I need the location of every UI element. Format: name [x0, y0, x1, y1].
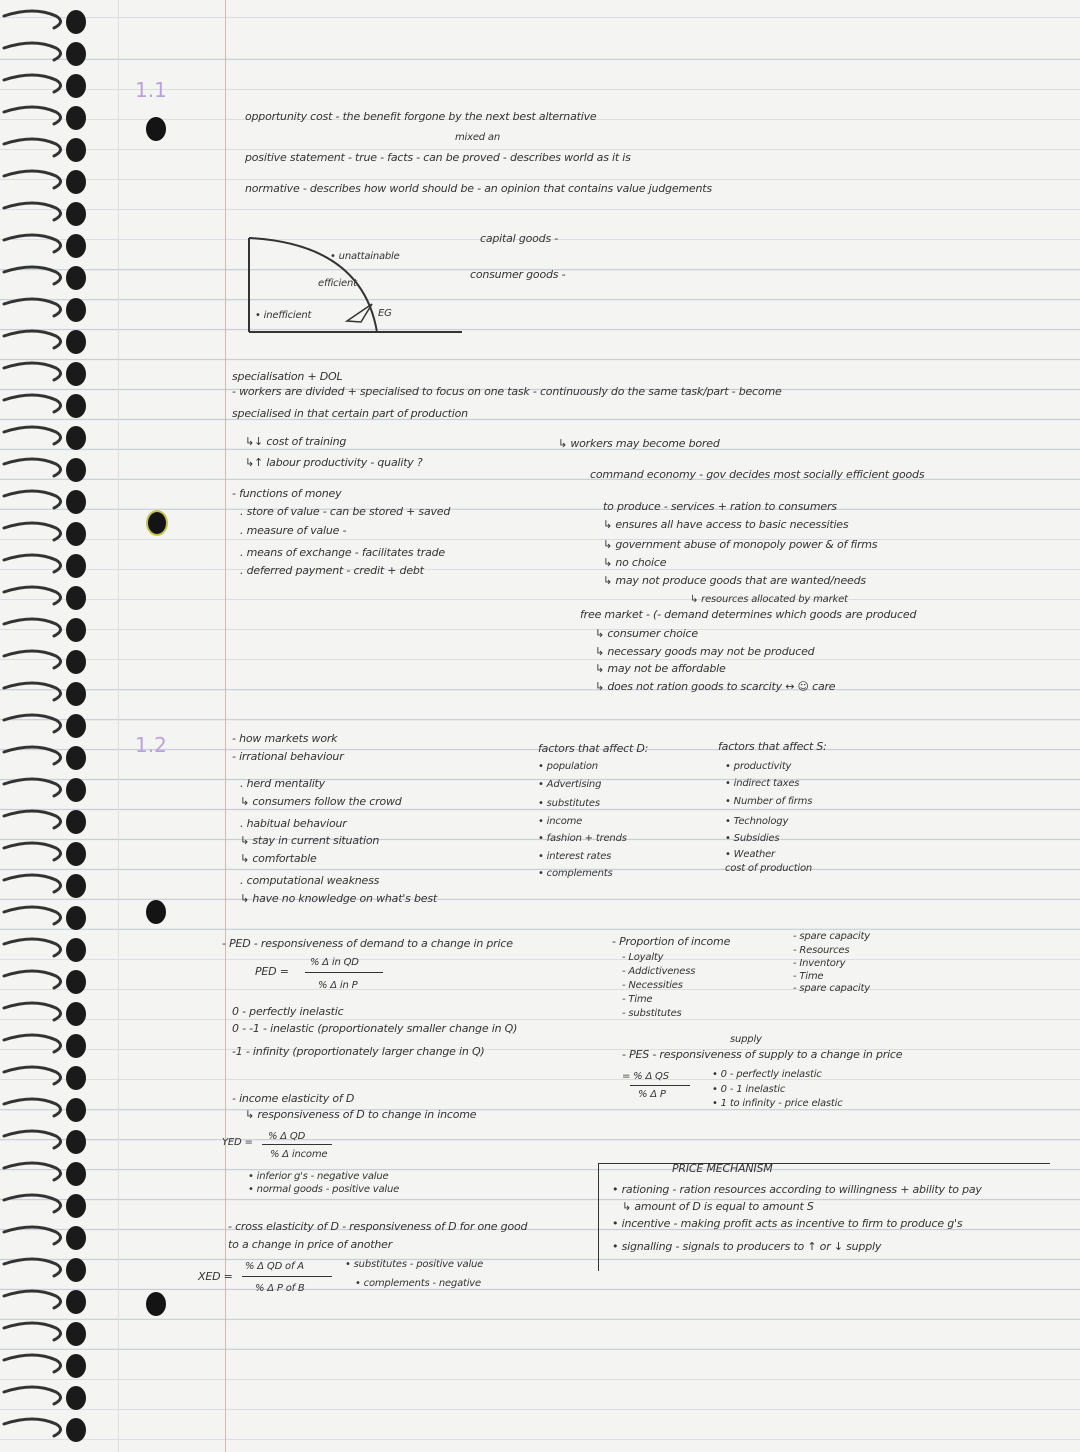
pes-factor-item: - Inventory: [793, 958, 846, 969]
note-ped-0-1: 0 - -1 - inelastic (proportionately smaller change in Q): [232, 1022, 518, 1035]
factor-s-item: • Number of firms: [725, 796, 813, 807]
factor-d-item: • population: [538, 761, 598, 772]
note-command-3: ↳ ensures all have access to basic necessities: [603, 518, 849, 531]
note-consumer-goods: consumer goods -: [470, 268, 566, 281]
section-number-1-2: 1.2: [135, 733, 167, 757]
note-price-4: • signalling - signals to producers to ↑ or ↓ supply: [612, 1240, 882, 1253]
ped-formula-denominator: % Δ in P: [318, 980, 358, 991]
pes-factor-item: - Time: [793, 971, 824, 982]
note-price-2: ↳ amount of D is equal to amount S: [622, 1200, 814, 1213]
note-money-3: . means of exchange - facilitates trade: [240, 546, 445, 559]
factor-d-item: • interest rates: [538, 851, 612, 862]
note-pes-1: - PES - responsiveness of supply to a change in price: [622, 1048, 903, 1061]
note-free-5: ↳ does not ration goods to scarcity ↔ ☺ care: [595, 680, 836, 693]
note-money-1: . store of value - can be stored + saved: [240, 505, 451, 518]
factor-s-item: • Technology: [725, 816, 789, 827]
note-markets-6: ↳ stay in current situation: [240, 834, 380, 847]
factor-d-item: • income: [538, 816, 583, 827]
note-spec-line2: specialised in that certain part of production: [232, 407, 468, 420]
note-money-title: - functions of money: [232, 487, 342, 500]
note-price-3: • incentive - making profit acts as incentive to firm to produce g's: [612, 1217, 963, 1230]
factors-d-title: factors that affect D:: [538, 742, 649, 755]
margin-line: [225, 0, 226, 1452]
note-mixed: mixed an: [455, 132, 500, 143]
ped-prop-item: - Addictiveness: [622, 966, 696, 977]
ppc-arrow: [347, 304, 372, 322]
pes-formula-numerator: = % Δ QS: [622, 1071, 669, 1082]
factors-s-title: factors that affect S:: [718, 740, 827, 753]
note-spec-title: specialisation + DOL: [232, 370, 343, 383]
punch-hole: [146, 1292, 166, 1316]
note-markets-7: ↳ comfortable: [240, 852, 317, 865]
note-ped-1: - PED - responsiveness of demand to a change in price: [222, 937, 513, 950]
note-free-resources: ↳ resources allocated by market: [690, 594, 848, 605]
note-markets-1: - how markets work: [232, 732, 338, 745]
factor-s-item: cost of production: [725, 863, 813, 874]
spiral-edge-line: [118, 0, 119, 1452]
ppc-label-eg: EG: [378, 308, 392, 319]
note-ped-0: 0 - perfectly inelastic: [232, 1005, 344, 1018]
note-markets-2: - irrational behaviour: [232, 750, 344, 763]
note-free-3: ↳ necessary goods may not be produced: [595, 645, 815, 658]
note-xed-3: • substitutes - positive value: [345, 1259, 484, 1270]
ppc-label-inefficient: • inefficient: [255, 310, 312, 321]
note-spec-cost: ↳↓ cost of training: [245, 435, 347, 448]
note-command-4: ↳ government abuse of monopoly power & of firms: [603, 538, 878, 551]
ped-formula-label: PED =: [255, 965, 289, 978]
xed-formula-label: XED =: [198, 1270, 233, 1283]
note-xed-2: to a change in price of another: [228, 1238, 393, 1251]
pes-value-3: • 1 to infinity - price elastic: [712, 1098, 843, 1109]
pes-supply-note: supply: [730, 1034, 762, 1045]
note-money-4: . deferred payment - credit + debt: [240, 564, 424, 577]
yed-fraction-line: [262, 1144, 332, 1145]
note-xed-4: • complements - negative: [355, 1278, 481, 1289]
pes-value-2: • 0 - 1 inelastic: [712, 1084, 786, 1095]
factor-s-item: • indirect taxes: [725, 778, 800, 789]
factor-d-item: • Advertising: [538, 779, 602, 790]
note-normative: normative - describes how world should be - an opinion that contains value judgements: [245, 182, 712, 195]
note-money-2: . measure of value -: [240, 524, 347, 537]
pes-value-1: • 0 - perfectly inelastic: [712, 1069, 822, 1080]
factor-s-item: • productivity: [725, 761, 792, 772]
note-capital-goods: capital goods -: [480, 232, 559, 245]
note-price-1: • rationing - ration resources according to willingness + ability to pay: [612, 1183, 982, 1196]
pes-factor-item: - Resources: [793, 945, 850, 956]
note-markets-9: ↳ have no knowledge on what's best: [240, 892, 437, 905]
note-yed-4: • normal goods - positive value: [248, 1184, 400, 1195]
factor-s-item: • Weather: [725, 849, 775, 860]
pes-fraction-line: [630, 1085, 690, 1086]
note-yed-1: - income elasticity of D: [232, 1092, 355, 1105]
factor-d-item: • fashion + trends: [538, 833, 627, 844]
note-opportunity-cost: opportunity cost - the benefit forgone by the next best alternative: [245, 110, 597, 123]
xed-formula-denominator: % Δ P of B: [255, 1283, 305, 1294]
pes-factor-item: - spare capacity: [793, 983, 870, 994]
punch-hole: [146, 900, 166, 924]
note-xed-1: - cross elasticity of D - responsiveness of D for one good: [228, 1220, 528, 1233]
pes-factor-item: - spare capacity: [793, 931, 870, 942]
note-command-1: command economy - gov decides most socially efficient goods: [590, 468, 925, 481]
xed-fraction-line: [242, 1276, 332, 1277]
ped-formula-numerator: % Δ in QD: [310, 957, 359, 968]
note-free-1: free market - (- demand determines which goods are produced: [580, 608, 917, 621]
ped-prop-item: - Loyalty: [622, 952, 664, 963]
ped-prop-item: - Necessities: [622, 980, 683, 991]
note-command-5: ↳ no choice: [603, 556, 667, 569]
note-spec-line1: - workers are divided + specialised to focus on one task - continuously do the same task/part - become: [232, 385, 782, 398]
note-ped-1-inf: -1 - infinity (proportionately larger change in Q): [232, 1045, 485, 1058]
note-markets-4: ↳ consumers follow the crowd: [240, 795, 402, 808]
yed-formula-numerator: % Δ QD: [268, 1131, 306, 1142]
note-yed-2: ↳ responsiveness of D to change in income: [245, 1108, 477, 1121]
note-positive-statement: positive statement - true - facts - can be proved - describes world as it is: [245, 151, 631, 164]
note-markets-3: . herd mentality: [240, 777, 325, 790]
note-free-2: ↳ consumer choice: [595, 627, 698, 640]
price-mechanism-title: PRICE MECHANISM: [672, 1162, 773, 1175]
note-command-6: ↳ may not produce goods that are wanted/needs: [603, 574, 866, 587]
spiral-binding: [0, 0, 110, 1452]
ped-fraction-line: [305, 972, 383, 973]
price-box-left: [598, 1163, 599, 1271]
factor-s-item: • Subsidies: [725, 833, 780, 844]
factor-d-item: • substitutes: [538, 798, 600, 809]
ped-prop-item: - substitutes: [622, 1008, 682, 1019]
yed-formula-label: YED =: [222, 1137, 253, 1148]
punch-hole: [146, 117, 166, 141]
ped-prop-title: - Proportion of income: [612, 935, 731, 948]
note-markets-5: . habitual behaviour: [240, 817, 347, 830]
factor-d-item: • complements: [538, 868, 613, 879]
note-free-4: ↳ may not be affordable: [595, 662, 726, 675]
note-spec-productivity: ↳↑ labour productivity - quality ?: [245, 456, 423, 469]
yed-formula-denominator: % Δ income: [270, 1149, 328, 1160]
note-command-2: to produce - services + ration to consumers: [603, 500, 837, 513]
punch-hole-reinforced: [146, 510, 168, 536]
price-box-top: [598, 1163, 1050, 1164]
section-number-1-1: 1.1: [135, 78, 167, 102]
xed-formula-numerator: % Δ QD of A: [245, 1261, 304, 1272]
pes-formula-denominator: % Δ P: [638, 1089, 666, 1100]
ped-prop-item: - Time: [622, 994, 653, 1005]
note-yed-3: • inferior g's - negative value: [248, 1171, 389, 1182]
ppc-label-efficient: efficient: [318, 278, 357, 289]
note-markets-8: . computational weakness: [240, 874, 380, 887]
note-spec-bored: ↳ workers may become bored: [558, 437, 720, 450]
ppc-label-unattainable: • unattainable: [330, 251, 400, 262]
